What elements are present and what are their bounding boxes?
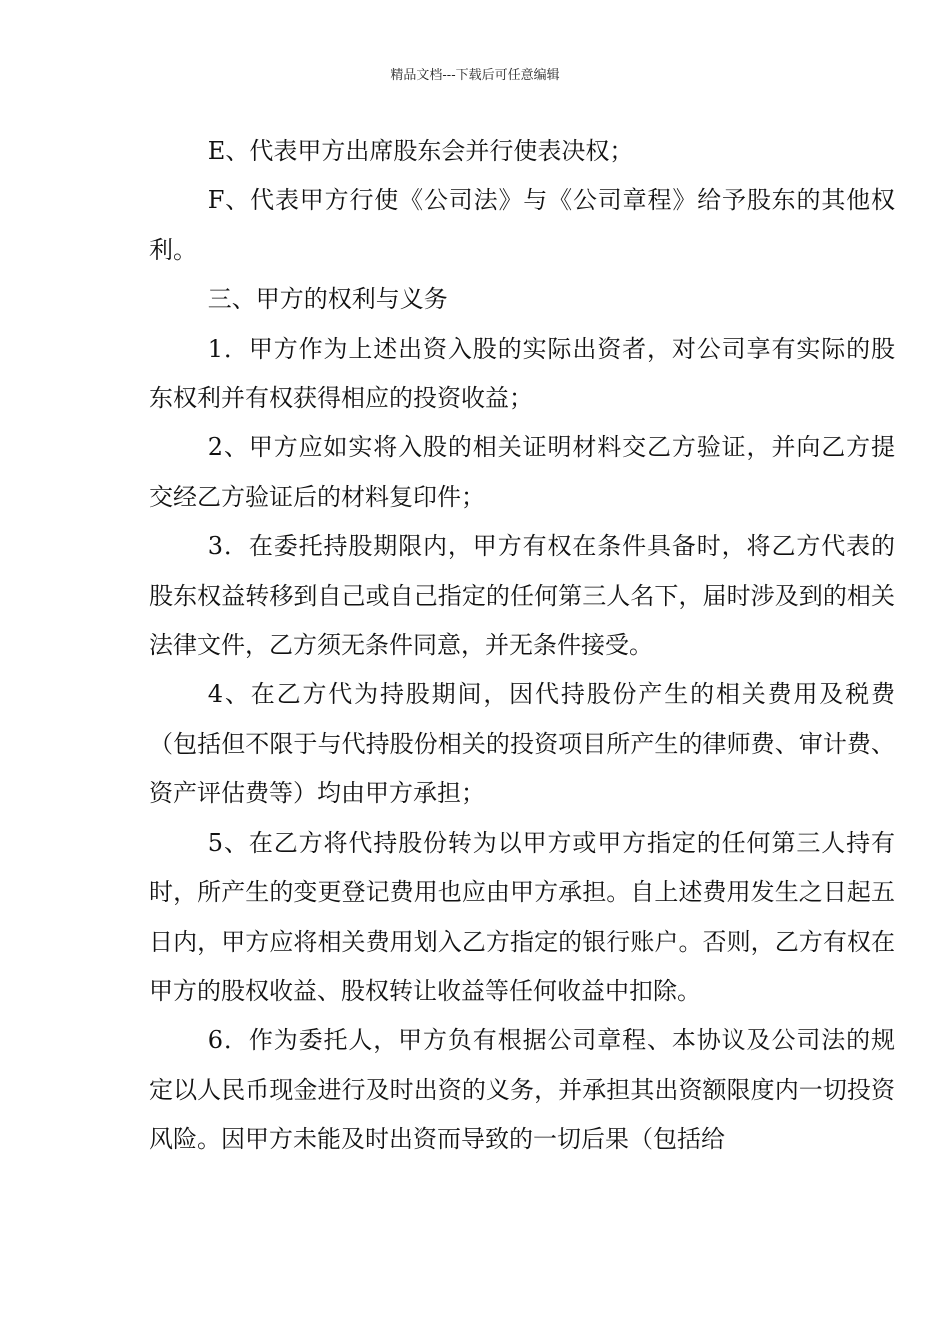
paragraph-4: 4、在乙方代为持股期间，因代持股份产生的相关费用及税费（包括但不限于与代持股份相关的投资项目所产生的律师费、审计费、资产评估费等）均由甲方承担； — [149, 680, 895, 808]
paragraph-f: F、代表甲方行使《公司法》与《公司章程》给予股东的其他权利。 — [149, 186, 895, 264]
document-body — [149, 127, 895, 1165]
paragraph-1: 1．甲方作为上述出资入股的实际出资者，对公司享有实际的股东权利并有权获得相应的投资收益； — [149, 334, 895, 413]
paragraph-e: E、代表甲方出席股东会并行使表决权； — [207, 137, 634, 165]
paragraph-3: 3．在委托持股期限内，甲方有权在条件具备时，将乙方代表的股东权益转移到自己或自己指定的任何第三人名下，届时涉及到的相关法律文件，乙方须无条件同意，并无条件接受。 — [149, 532, 895, 660]
paragraph-5: 5、在乙方将代持股份转为以甲方或甲方指定的任何第三人持有时，所产生的变更登记费用也应由甲方承担。自上述费用发生之日起五日内，甲方应将相关费用划入乙方指定的银行账户。否则，乙方有权在甲方的股权收益、股权转让收益等任何收益中扣除。 — [149, 828, 895, 1005]
page-header: 精品文档---下载后可任意编辑 — [390, 68, 560, 83]
paragraph-2: 2、甲方应如实将入股的相关证明材料交乙方验证，并向乙方提交经乙方验证后的材料复印件； — [149, 433, 895, 511]
section-heading-3: 三、甲方的权利与义务 — [207, 285, 448, 314]
paragraph-6: 6．作为委托人，甲方负有根据公司章程、本协议及公司法的规定以人民币现金进行及时出资的义务，并承担其出资额限度内一切投资风险。因甲方未能及时出资而导致的一切后果（包括给 — [149, 1026, 895, 1154]
